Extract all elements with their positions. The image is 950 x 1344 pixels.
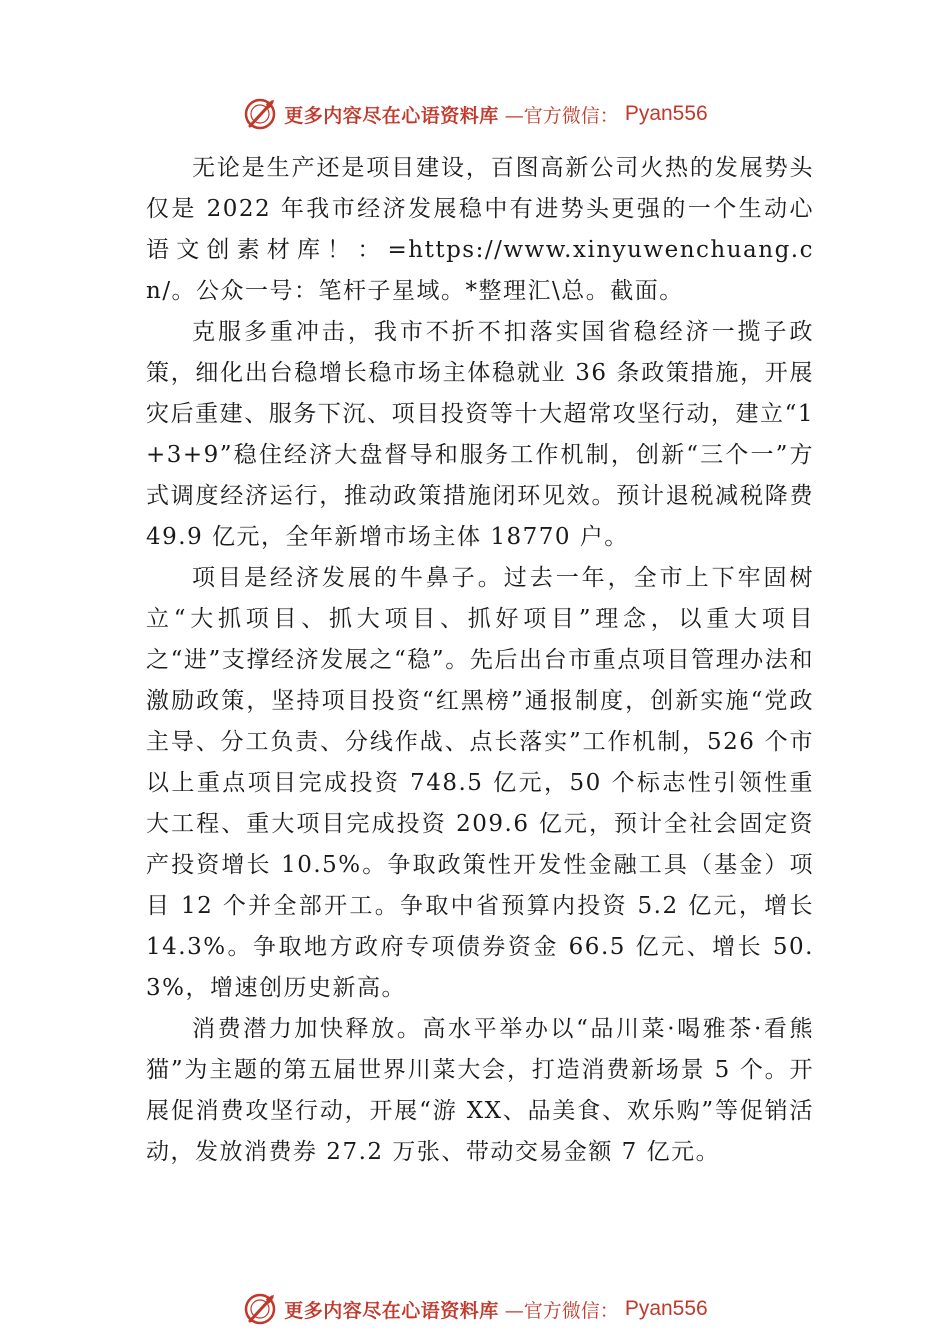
document-body: [146, 148, 814, 1173]
banner-title: 更多内容尽在心语资料库: [284, 104, 499, 127]
banner-wechat-id: Pyan556: [624, 102, 708, 125]
footer-banner: [0, 1287, 950, 1331]
paragraph-3: 项目是经济发展的牛鼻子。过去一年，全市上下牢固树立“大抓项目、抓大项目、抓好项目”理念，以重大项目之“进”支撑经济发展之“稳”。先后出台市重点项目管理办法和激励政策，坚持项目投资“红黑榜”通报制度，创新实施“党政主导、分工负责、分线作战、点长落实”工作机制，526 个市以上重点项目完成投资 748.5 亿元，50 个标志性引领性重大工程、重大项目完成投资 209.6 亿元，预计全社会固定资产投资增长 10.5%。争取政策性开发性金融工具（基金）项目 12 个并全部开工。争取中省预算内投资 5.2 亿元，增长 14.3%。争取地方政府专项债券资金 66.5 亿元、增长 50.3%，增速创历史新高。: [146, 565, 814, 1001]
paragraph-2: 克服多重冲击，我市不折不扣落实国省稳经济一揽子政策，细化出台稳增长稳市场主体稳就业 36 条政策措施，开展灾后重建、服务下沉、项目投资等十大超常攻坚行动，建立“1+3+9”稳住经济大盘督导和服务工作机制，创新“三个一”方式调度经济运行，推动政策措施闭环见效。预计退税减税降费 49.9 亿元，全年新增市场主体 18770 户。: [146, 319, 814, 550]
banner-wechat-label: —官方微信：: [504, 1299, 619, 1322]
banner-wechat-label: —官方微信：: [504, 104, 619, 127]
paragraph-1: 无论是生产还是项目建设，百图高新公司火热的发展势头仅是 2022 年我市经济发展稳中有进势头更强的一个生动心语文创素材库！：=https://www.xinyuwenchuang.cn/。公众一号：笔杆子星域。*整理汇\总。截面。: [146, 155, 814, 304]
banner-title: 更多内容尽在心语资料库: [284, 1299, 499, 1322]
quill-logo-icon: [242, 96, 278, 132]
header-banner: [0, 92, 950, 136]
banner-wechat-id: Pyan556: [624, 1297, 708, 1320]
quill-logo-icon: [242, 1291, 278, 1327]
paragraph-4: 消费潜力加快释放。高水平举办以“品川菜·喝雅茶·看熊猫”为主题的第五届世界川菜大会，打造消费新场景 5 个。开展促消费攻坚行动，开展“游 XX、品美食、欢乐购”等促销活动，发放消费券 27.2 万张、带动交易金额 7 亿元。: [146, 1016, 814, 1165]
